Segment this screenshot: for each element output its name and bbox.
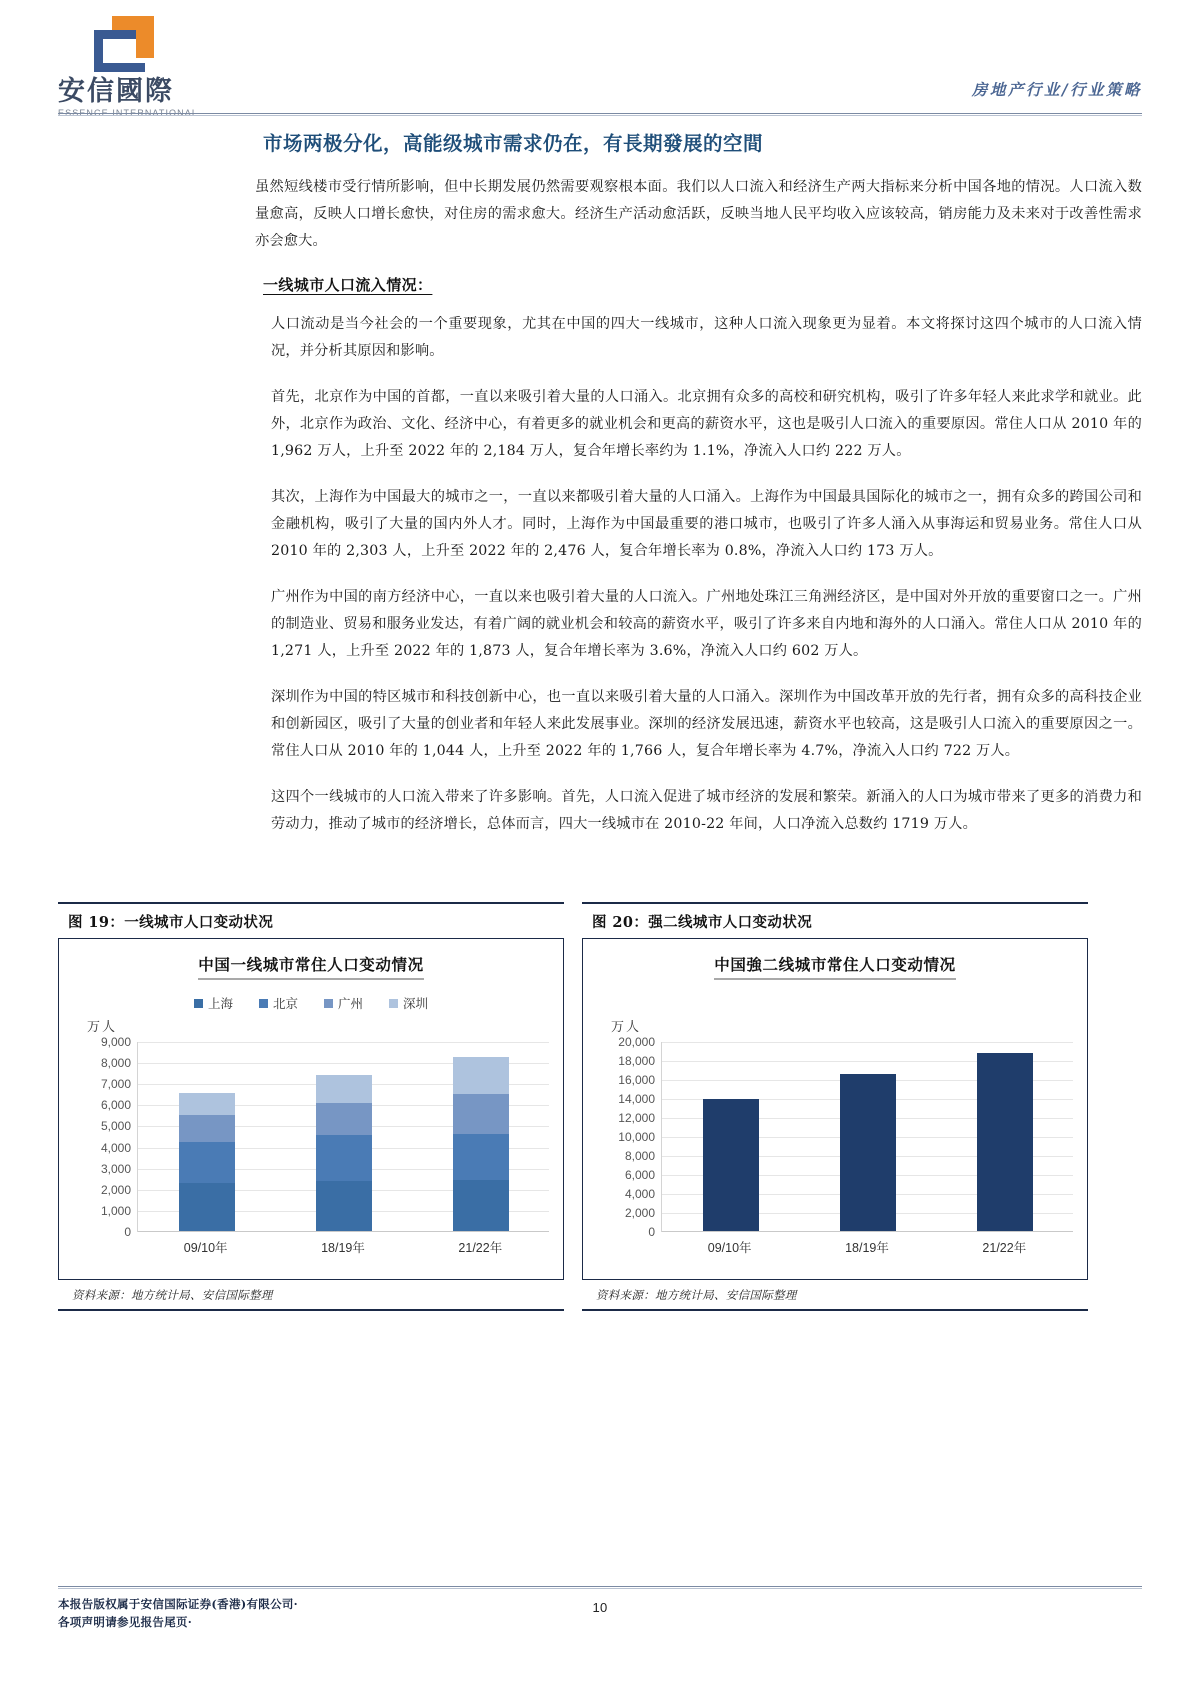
figure-19 [58,902,564,1311]
legend-swatch-icon [324,999,333,1008]
figure-19-y-unit: 万人 [87,1020,118,1035]
logo-company-name-en: ESSENCE INTERNATIONAL [58,108,198,119]
legend-label: 深圳 [403,996,429,1011]
x-tick-label: 18/19年 [321,1241,365,1255]
paragraph-2: 首先，北京作为中国的首都，一直以来吸引着大量的人口涌入。北京拥有众多的高校和研究机构，吸引了许多年轻人来此求学和就业。此外，北京作为政治、文化、经济中心，有着更多的就业机会和更高的薪资水平，这也是吸引人口流入的重要原因。常住人口从 2010 年的 1,962 万人，上升至 2022 年的 2,184 万人，复合年增长率约为 1.1%，净流入人口约 222 万人。 [271,389,1142,459]
paragraph-5: 深圳作为中国的特区城市和科技创新中心，也一直以来吸引着大量的人口涌入。深圳作为中国改革开放的先行者，拥有众多的高科技企业和创新园区，吸引了大量的创业者和年轻人来此发展事业。深圳的经济发展迅速，薪资水平也较高，这是吸引人口流入的重要原因之一。常住人口从 2010 年的 1,044 人，上升至 2022 年的 1,766 人，复合年增长率为 4.7%，净流入人口约 722 万人。 [271,689,1142,759]
company-logo [58,16,238,118]
paragraph-6: 这四个一线城市的人口流入带来了许多影响。首先，人口流入促进了城市经济的发展和繁荣。新涌入的人口为城市带来了更多的消费力和劳动力，推动了城市的经济增长，总体而言，四大一线城市在 2010-22 年间，人口净流入总数约 1719 万人。 [271,789,1142,832]
logo-blue-square-icon [94,30,136,72]
bar-segment-广州 [179,1115,235,1142]
figure-20-bars [662,1042,1073,1232]
y-tick-label: 12,000 [618,1111,655,1125]
y-tick-label: 3,000 [100,1161,131,1176]
bar-18/19年[interactable] [316,1075,372,1232]
bar-segment-广州 [316,1103,372,1135]
page-header [0,0,1200,118]
y-tick-label: 1,000 [100,1203,131,1218]
figure-20-body [582,939,1088,1279]
sub-heading: 一线城市人口流入情况： [263,276,433,294]
bar-segment-深圳 [179,1093,235,1115]
y-tick-label: 8,000 [624,1149,655,1163]
bar-segment-上海 [316,1181,372,1232]
intro-paragraph: 虽然短线楼市受行情所影响，但中长期发展仍然需要观察根本面。我们以人口流入和经济生产两大指标来分析中国各地的情况。人口流入数量愈高，反映人口增长愈快，对住房的需求愈大。经济生产活动愈活跃，反映当地人民平均收入应该较高，销房能力及未来对于改善性需求亦会愈大。 [255,179,1142,249]
y-tick-label: 2,000 [100,1182,131,1197]
header-divider [58,113,1142,116]
paragraph-4: 广州作为中国的南方经济中心，一直以来也吸引着大量的人口流入。广州地处珠江三角洲经济区，是中国对外开放的重要窗口之一。广州的制造业、贸易和服务业发达，有着广阔的就业机会和较高的薪资水平，吸引了许多来自内地和海外的人口涌入。常住人口从 2010 年的 1,271 人，上升至 2022 年的 1,873 人，复合年增长率为 3.6%，净流入人口约 602 万人。 [271,589,1142,659]
y-tick-label: 4,000 [100,1140,131,1155]
paragraph-1: 人口流动是当今社会的一个重要现象，尤其在中国的四大一线城市，这种人口流入现象更为显着。本文将探讨这四个城市的人口流入情况，并分析其原因和影响。 [271,316,1142,359]
bar-09/10年[interactable] [703,1099,759,1232]
x-tick-label: 21/22年 [458,1241,503,1255]
bar-segment-北京 [316,1135,372,1180]
y-tick-label: 7,000 [100,1077,131,1092]
y-tick-label: 0 [648,1225,655,1239]
y-tick-label: 4,000 [624,1187,655,1201]
figure-20-title: 中国強二线城市常住人口变动情况 [714,953,956,980]
figure-20-y-axis [583,1035,661,1239]
figure-20-x-labels [661,1238,1073,1256]
bar-segment-深圳 [453,1057,509,1094]
footer-copyright-line-1: 本报告版权属于安信国际证券(香港)有限公司· [58,1597,298,1611]
legend-item-上海[interactable] [194,994,233,1012]
legend-item-北京[interactable] [259,994,298,1012]
figure-20-grid [661,1042,1073,1232]
y-tick-label: 18,000 [618,1054,655,1068]
figure-19-body [58,939,564,1279]
bar-segment-广州 [453,1094,509,1134]
figure-19-title: 中国一线城市常住人口变动情况 [198,953,423,980]
figure-20-y-unit: 万人 [611,1020,642,1035]
legend-label: 北京 [272,996,298,1011]
figure-19-plot [59,1020,563,1255]
bar-segment-深圳 [316,1075,372,1103]
y-tick-label: 16,000 [618,1073,655,1087]
y-tick-label: 6,000 [624,1168,655,1182]
figure-20-caption: 图 20：强二线城市人口变动状况 [582,902,1088,939]
breadcrumb: 房地产行业/行业策略 [971,80,1142,99]
bar-21/22年[interactable] [453,1057,509,1232]
figure-19-y-axis [59,1035,137,1239]
figure-19-legend [59,994,563,1012]
page-footer [58,1586,1142,1646]
logo-company-name-cn: 安信國際 [58,76,174,107]
page-title: 市场两极分化，高能级城市需求仍在，有長期發展的空間 [263,132,764,155]
legend-item-深圳[interactable] [389,994,428,1012]
figure-20-legend [583,994,1087,1012]
bar-segment-强二线城市 [977,1053,1033,1232]
page-number: 10 [592,1600,608,1615]
legend-swatch-icon [389,999,398,1008]
figure-20 [582,902,1088,1311]
y-tick-label: 20,000 [618,1035,655,1049]
bar-09/10年[interactable] [179,1093,235,1232]
y-tick-label: 9,000 [100,1035,131,1049]
footer-copyright-line-2: 各项声明请参见报告尾页· [58,1615,193,1629]
bar-segment-上海 [453,1180,509,1232]
y-tick-label: 10,000 [618,1130,655,1144]
footer-divider [58,1586,1142,1589]
bar-segment-强二线城市 [703,1099,759,1232]
bar-segment-北京 [453,1134,509,1180]
legend-item-广州[interactable] [324,994,363,1012]
y-tick-label: 8,000 [100,1056,131,1071]
legend-label: 上海 [207,996,233,1011]
bar-segment-上海 [179,1183,235,1232]
figure-19-source: 资料来源：地方统计局、安信国际整理 [58,1279,564,1311]
y-tick-label: 0 [124,1225,131,1239]
legend-swatch-icon [194,999,203,1008]
x-tick-label: 09/10年 [183,1241,228,1255]
x-tick-label: 18/19年 [845,1241,889,1255]
bar-21/22年[interactable] [977,1053,1033,1232]
figure-20-source: 资料来源：地方统计局、安信国际整理 [582,1279,1088,1311]
y-tick-label: 14,000 [618,1092,655,1106]
x-tick-label: 21/22年 [982,1241,1027,1255]
bar-segment-强二线城市 [840,1074,896,1232]
article-body [255,128,1142,857]
figure-20-baseline [662,1231,1073,1232]
figure-19-x-labels [137,1238,549,1256]
bar-segment-北京 [179,1142,235,1183]
y-tick-label: 2,000 [624,1206,655,1220]
figure-19-bars [138,1042,549,1232]
figure-19-baseline [138,1231,549,1232]
y-tick-label: 5,000 [100,1119,131,1134]
x-tick-label: 09/10年 [707,1241,752,1255]
bar-18/19年[interactable] [840,1074,896,1232]
figure-19-caption: 图 19：一线城市人口变动状况 [58,902,564,939]
paragraph-3: 其次，上海作为中国最大的城市之一，一直以来都吸引着大量的人口涌入。上海作为中国最具国际化的城市之一，拥有众多的跨国公司和金融机构，吸引了大量的国内外人才。同时，上海作为中国最重要的港口城市，也吸引了许多人涌入从事海运和贸易业务。常住人口从 2010 年的 2,303 人，上升至 2022 年的 2,476 人，复合年增长率为 0.8%，净流入人口约 173 万人。 [271,489,1142,559]
logo-mark-icon [86,16,164,74]
figure-20-plot [583,1020,1087,1255]
y-tick-label: 6,000 [100,1098,131,1113]
legend-swatch-icon [259,999,268,1008]
legend-label: 广州 [338,996,364,1011]
figure-19-grid [137,1042,549,1232]
charts-row [58,902,1142,1311]
